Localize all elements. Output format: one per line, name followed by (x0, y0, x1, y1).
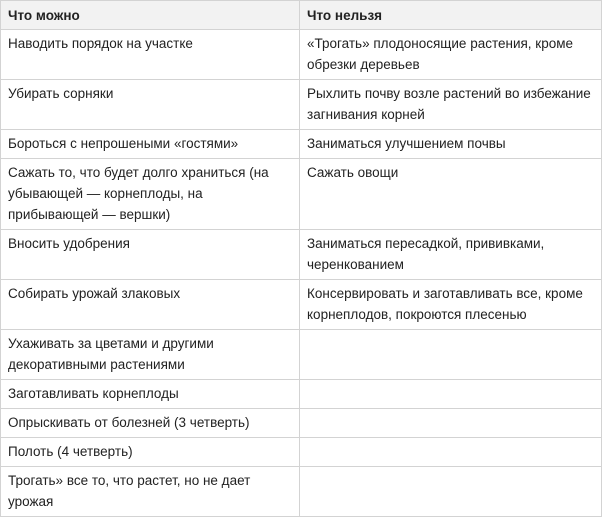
cell-allowed: Бороться с непрошеными «гостями» (1, 130, 300, 159)
header-forbidden: Что нельзя (300, 1, 602, 30)
cell-allowed: Трогать» все то, что растет, но не дает урожая (1, 467, 300, 517)
cell-allowed: Вносить удобрения (1, 230, 300, 280)
header-row (1, 1, 602, 30)
cell-allowed: Опрыскивать от болезней (3 четверть) (1, 409, 300, 438)
table-row (1, 467, 602, 517)
cell-allowed: Заготавливать корнеплоды (1, 380, 300, 409)
cell-forbidden: Рыхлить почву возле растений во избежание загнивания корней (300, 80, 602, 130)
cell-forbidden: «Трогать» плодоносящие растения, кроме обрезки деревьев (300, 30, 602, 80)
table-row (1, 438, 602, 467)
cell-forbidden (300, 467, 602, 517)
table-header (1, 1, 602, 30)
table-body (1, 30, 602, 517)
table-row (1, 30, 602, 80)
table-row (1, 409, 602, 438)
table-row (1, 130, 602, 159)
cell-forbidden (300, 330, 602, 380)
table-row (1, 230, 602, 280)
table-row (1, 330, 602, 380)
table-row (1, 280, 602, 330)
cell-forbidden (300, 438, 602, 467)
cell-forbidden: Консервировать и заготавливать все, кроме корнеплодов, покроются плесенью (300, 280, 602, 330)
cell-forbidden: Сажать овощи (300, 159, 602, 230)
cell-forbidden (300, 380, 602, 409)
cell-allowed: Собирать урожай злаковых (1, 280, 300, 330)
cell-forbidden: Заниматься пересадкой, прививками, черенкованием (300, 230, 602, 280)
cell-allowed: Наводить порядок на участке (1, 30, 300, 80)
header-allowed: Что можно (1, 1, 300, 30)
cell-forbidden (300, 409, 602, 438)
cell-allowed: Ухаживать за цветами и другими декоративными растениями (1, 330, 300, 380)
cell-forbidden: Заниматься улучшением почвы (300, 130, 602, 159)
table-row (1, 159, 602, 230)
cell-allowed: Сажать то, что будет долго храниться (на убывающей — корнеплоды, на прибывающей — вершки) (1, 159, 300, 230)
table-row (1, 80, 602, 130)
table-row (1, 380, 602, 409)
cell-allowed: Убирать сорняки (1, 80, 300, 130)
cell-allowed: Полоть (4 четверть) (1, 438, 300, 467)
